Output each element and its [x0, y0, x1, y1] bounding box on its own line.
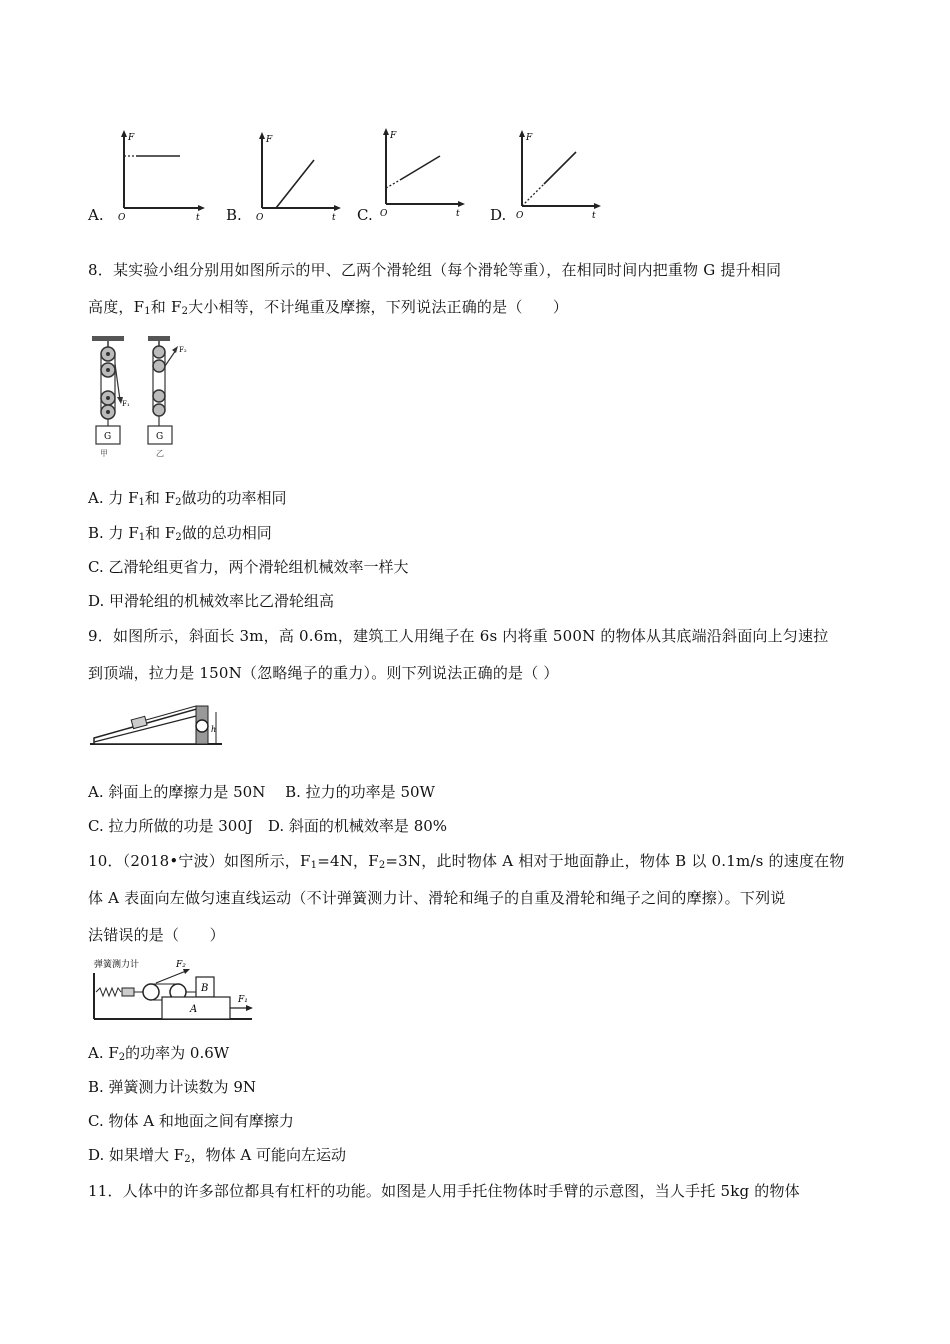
y-axis-arrow — [259, 132, 265, 139]
q8-stem-line-1: 8．某实验小组分别用如图所示的甲、乙两个滑轮组（每个滑轮等重），在相同时间内把重物 G 提升相同 — [88, 261, 782, 279]
force-label-f1: F₁ — [122, 400, 130, 408]
q8-stem-text: 大小相等，不计绳重及摩擦，下列说法正确的是（ ） — [188, 298, 569, 316]
pulley-icon — [143, 984, 159, 1000]
dashed-segment — [522, 184, 544, 206]
x-axis-label: t — [456, 209, 460, 219]
q9-incline-figure — [88, 692, 228, 752]
q7-graph-a — [112, 128, 212, 223]
subscript: 1 — [144, 306, 151, 317]
force-line — [400, 156, 440, 180]
q10-stem-text: 10．（2018•宁波）如图所示，F — [88, 852, 311, 870]
dashed-segment — [386, 180, 400, 188]
q10-stem-text: =4N，F — [317, 852, 379, 870]
q8-option-a[interactable] — [88, 488, 287, 513]
subscript: 1 — [310, 860, 318, 871]
q9-options-row-2[interactable]: C. 拉力所做的功是 300J D. 斜面的机械效率是 80% — [88, 817, 448, 835]
option-text: ，物体 A 可能向左运动 — [190, 1146, 346, 1164]
y-axis-arrow — [383, 128, 389, 135]
q10-stem-line-3: 法错误的是（ ） — [88, 926, 225, 944]
origin-label: O — [516, 211, 524, 221]
q8-stem-text: 和 F — [150, 298, 182, 316]
q10-stem-text: =3N，此时物体 A 相对于地面静止，物体 B 以 0.1m/s 的速度在物 — [385, 852, 845, 870]
subscript: 2 — [378, 860, 386, 871]
force-line — [276, 160, 314, 208]
option-text: 和 F — [144, 489, 176, 507]
x-axis-arrow — [594, 203, 601, 209]
load-label-right: G — [156, 432, 164, 442]
q7-graph-d — [510, 128, 610, 223]
q8-option-c[interactable]: C. 乙滑轮组更省力，两个滑轮组机械效率一样大 — [88, 558, 409, 576]
y-axis-label: F — [390, 131, 397, 141]
subscript: 2 — [184, 1154, 191, 1165]
q11-stem-line-1: 11．人体中的许多部位都具有杠杆的功能。如图是人用手托住物体时手臂的示意图，当人手托 5kg 的物体 — [88, 1182, 800, 1200]
origin-label: O — [380, 209, 388, 219]
incline-ramp — [94, 708, 204, 744]
force-arrow — [165, 350, 176, 366]
subscript: 2 — [175, 497, 182, 508]
q10-option-d[interactable] — [88, 1145, 346, 1170]
x-axis-arrow — [458, 201, 465, 207]
x-axis-arrow — [334, 205, 341, 211]
option-text: A. 力 F — [88, 489, 139, 507]
x-axis-arrow — [198, 205, 205, 211]
subscript: 1 — [138, 532, 146, 543]
q10-spring-figure — [88, 955, 258, 1025]
q8-stem-text: 高度，F — [88, 298, 145, 316]
x-axis-label: t — [196, 213, 200, 223]
q8-pulley-figure — [86, 334, 206, 459]
pulley-icon — [153, 390, 165, 402]
x-axis-label: t — [592, 211, 596, 221]
q9-options-row-1[interactable]: A. 斜面上的摩擦力是 50N B. 拉力的功率是 50W — [88, 783, 435, 801]
spring-scale-label: 弹簧测力计 — [94, 960, 140, 970]
ceiling-left — [92, 336, 124, 341]
block-b-label: B — [201, 983, 209, 994]
option-text: D. 如果增大 F — [88, 1146, 185, 1164]
ceiling-right — [148, 336, 170, 341]
q10-option-a[interactable] — [88, 1043, 229, 1068]
q7-option-b-letter: B. — [226, 206, 242, 224]
x-axis-label: t — [332, 213, 336, 223]
force-label-f2: F₂ — [179, 346, 187, 354]
f1-label: F₁ — [238, 995, 248, 1005]
option-text: 的功率为 0.6W — [125, 1044, 230, 1062]
subscript: 1 — [138, 497, 145, 508]
caption-left: 甲 — [100, 449, 108, 458]
force-arrow — [115, 364, 120, 400]
block-a-label: A — [190, 1004, 198, 1015]
y-axis-arrow — [121, 130, 127, 137]
subscript: 2 — [175, 532, 182, 543]
q7-option-c-letter: C. — [357, 206, 373, 224]
pulley-icon — [153, 404, 165, 416]
option-text: A. F — [88, 1044, 119, 1062]
q10-option-c[interactable]: C. 物体 A 和地面之间有摩擦力 — [88, 1112, 294, 1130]
q7-option-a-letter: A. — [88, 206, 104, 224]
subscript: 2 — [181, 306, 189, 317]
q7-graph-c — [374, 126, 474, 221]
origin-label: O — [118, 213, 126, 223]
q9-stem-line-2: 到顶端，拉力是 150N（忽略绳子的重力）。则下列说法正确的是（ ） — [88, 664, 559, 682]
subscript: 2 — [118, 1052, 126, 1063]
q10-stem-line-1 — [88, 850, 845, 877]
y-axis-label: F — [128, 133, 135, 143]
spring-scale-body — [122, 988, 134, 996]
q8-option-b[interactable] — [88, 523, 272, 548]
q8-option-d[interactable]: D. 甲滑轮组的机械效率比乙滑轮组高 — [88, 592, 335, 610]
pulley-icon — [196, 720, 208, 732]
option-text: 做功的功率相同 — [181, 489, 287, 507]
y-axis-label: F — [266, 135, 273, 145]
f2-arrow — [156, 971, 186, 983]
q7-graph-b — [250, 130, 350, 225]
pulley-icon — [153, 360, 165, 372]
q10-stem-line-2: 体 A 表面向左做匀速直线运动（不计弹簧测力计、滑轮和绳子的自重及滑轮和绳子之间的摩擦）。下列说 — [88, 889, 786, 907]
q7-option-d-letter: D. — [490, 206, 507, 224]
load-label-left: G — [104, 432, 112, 442]
option-text: B. 力 F — [88, 524, 139, 542]
f2-label: F₂ — [176, 960, 186, 970]
origin-label: O — [256, 213, 264, 223]
spring-icon — [96, 988, 121, 996]
y-axis-label: F — [526, 133, 533, 143]
q9-stem-line-1: 9．如图所示，斜面长 3m，高 0.6m，建筑工人用绳子在 6s 内将重 500N 的物体从其底端沿斜面向上匀速拉 — [88, 627, 829, 645]
pulley-icon — [153, 346, 165, 358]
q7-graph-options — [0, 120, 950, 230]
caption-right: 乙 — [156, 449, 164, 458]
q8-stem-line-2 — [88, 296, 568, 323]
option-text: 做的总功相同 — [181, 524, 272, 542]
force-line — [544, 152, 576, 184]
height-label: h — [211, 725, 217, 734]
q10-option-b[interactable]: B. 弹簧测力计读数为 9N — [88, 1078, 256, 1096]
option-text: 和 F — [145, 524, 176, 542]
y-axis-arrow — [519, 130, 525, 137]
